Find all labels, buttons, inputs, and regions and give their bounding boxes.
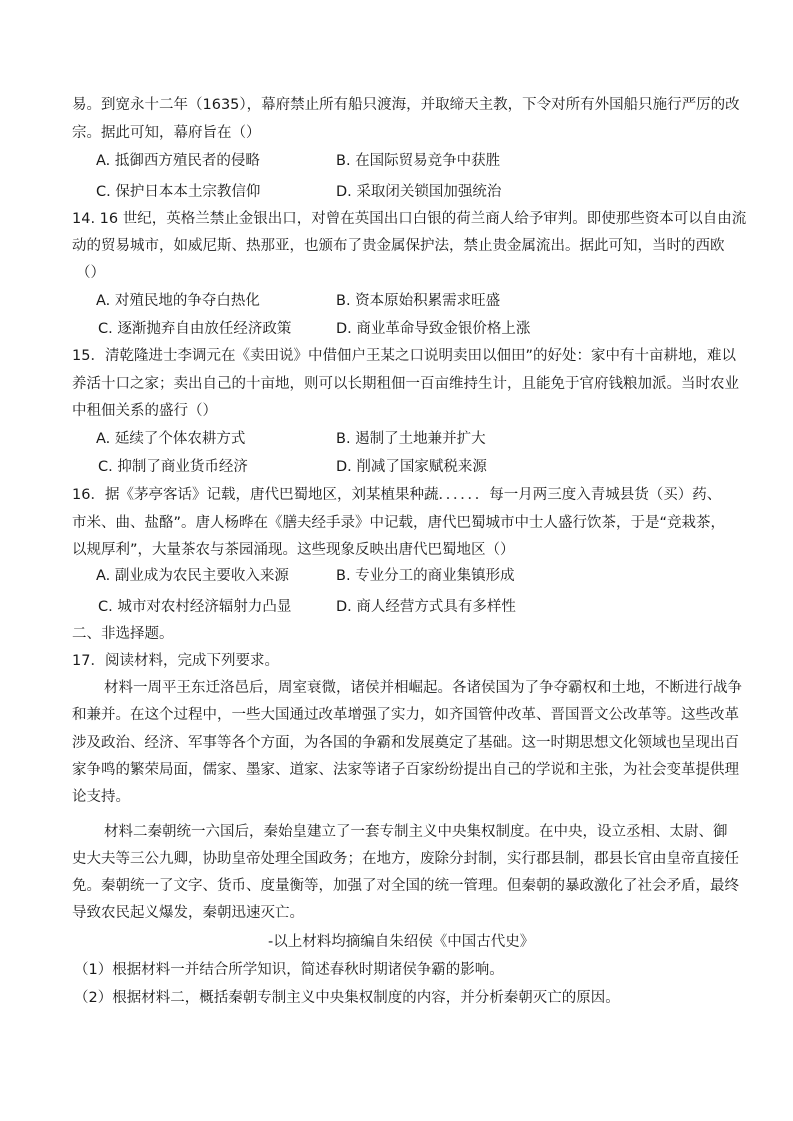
q13-stem-line-2: 宗。据此可知，幕府旨在（） (72, 125, 261, 141)
q15-option-b: B. 遏制了土地兼并扩大 (336, 431, 486, 447)
q14-option-d: D. 商业革命导致金银价格上涨 (336, 321, 531, 337)
q17-subquestion-1: （1）根据材料一并结合所学知识，简述春秋时期诸侯争霸的影响。 (74, 962, 504, 978)
q13-stem-line-1: 易。到宽永十二年（1635），幕府禁止所有船只渡海，并取缔天主教，下令对所有外国船只施行严厉的改 (72, 97, 740, 113)
q15-stem-line-3: 中租佃关系的盛行（） (72, 403, 217, 419)
q17-material-2-line-1: 材料二秦朝统一六国后，秦始皇建立了一套专制主义中央集权制度。在中央，设立丞相、太尉、御 (104, 824, 728, 840)
q14-option-c: C. 逐渐抛弃自由放任经济政策 (98, 321, 292, 337)
section-heading-non-choice: 二、非选择题。 (72, 626, 174, 642)
q17-material-1-line-2: 和兼并。在这个过程中，一些大国通过改革增强了实力，如齐国管仲改革、晋国晋文公改革等。这些改革 (72, 707, 739, 723)
q17-material-source: -以上材料均摘编自朱绍侯《中国古代史》 (268, 934, 535, 950)
q14-stem-line-3: （） (76, 265, 105, 281)
q16-stem-line-2: 市米、曲、盐酪”。唐人杨晔在《膳夫经手录》中记载，唐代巴蜀城市中士人盛行饮茶，于是“竞栽茶， (72, 515, 726, 531)
q17-material-2-line-3: 免。秦朝统一了文字、货币、度量衡等，加强了对全国的统一管理。但秦朝的暴政激化了社会矛盾，最终 (72, 878, 739, 894)
q13-option-c: C. 保护日本本土宗教信仰 (96, 184, 261, 200)
q16-option-d: D. 商人经营方式具有多样性 (336, 599, 516, 615)
q17-material-1-line-5: 论支持。 (72, 789, 130, 805)
q15-option-a: A. 延续了个体农耕方式 (96, 431, 246, 447)
q14-stem-line-2: 动的贸易城市，如威尼斯、热那亚，也颁布了贵金属保护法，禁止贵金属流出。据此可知，当时的西欧 (72, 238, 725, 254)
q16-option-c: C. 城市对农村经济辐射力凸显 (98, 599, 292, 615)
q13-option-b: B. 在国际贸易竞争中获胜 (336, 153, 501, 169)
q17-subquestion-2: （2）根据材料二，概括秦朝专制主义中央集权制度的内容，并分析秦朝灭亡的原因。 (74, 990, 620, 1006)
q15-stem-line-2: 养活十口之家；卖出自己的十亩地，则可以长期租佃一百亩维持生计，且能免于官府钱粮加派。当时农业 (72, 376, 739, 392)
q16-option-b: B. 专业分工的商业集镇形成 (336, 568, 515, 584)
q17-material-1-line-4: 家争鸣的繁荣局面，儒家、墨家、道家、法家等诸子百家纷纷提出自己的学说和主张，为社会变革提供理 (72, 762, 739, 778)
q15-option-d: D. 削减了国家赋税来源 (336, 459, 487, 475)
q15-stem-line-1: 15．清乾隆进士李调元在《卖田说》中借佃户王某之口说明卖田以佃田”的好处：家中有十亩耕地，难以 (72, 348, 736, 364)
q16-option-a: A. 副业成为农民主要收入来源 (96, 568, 289, 584)
q17-material-2-line-4: 导致农民起义爆发，秦朝迅速灭亡。 (72, 905, 304, 921)
q17-material-1-line-3: 涉及政治、经济、军事等各个方面，为各国的争霸和发展奠定了基础。这一时期思想文化领域也呈现出百 (72, 735, 739, 751)
q13-option-a: A. 抵御西方殖民者的侵略 (96, 153, 260, 169)
q15-option-c: C. 抑制了商业货币经济 (98, 459, 248, 475)
q16-stem-line-1: 16．据《茅亭客话》记载，唐代巴蜀地区，刘某植果种蔬．．．．．．每一月两三度入青城县货（买）药、 (72, 487, 722, 503)
q14-option-b: B. 资本原始积累需求旺盛 (336, 293, 501, 309)
q17-material-2-line-2: 史大夫等三公九卿，协助皇帝处理全国政务；在地方，废除分封制，实行郡县制，郡县长官由皇帝直接任 (72, 851, 739, 867)
q14-option-a: A. 对殖民地的争夺白热化 (96, 293, 260, 309)
q14-stem-line-1: 14. 16 世纪，英格兰禁止金银出口，对曾在英国出口白银的荷兰商人给予审判。即使那些资本可以自由流 (72, 211, 747, 227)
q17-material-1-line-1: 材料一周平王东迁洛邑后，周室衰微，诸侯并相崛起。各诸侯国为了争夺霸权和土地，不断进行战争 (104, 680, 742, 696)
q16-stem-line-3: 以规厚利”，大量茶农与茶园涌现。这些现象反映出唐代巴蜀地区（） (72, 542, 515, 558)
q13-option-d: D. 采取闭关锁国加强统治 (336, 184, 502, 200)
q17-prompt: 17．阅读材料，完成下列要求。 (72, 653, 279, 669)
